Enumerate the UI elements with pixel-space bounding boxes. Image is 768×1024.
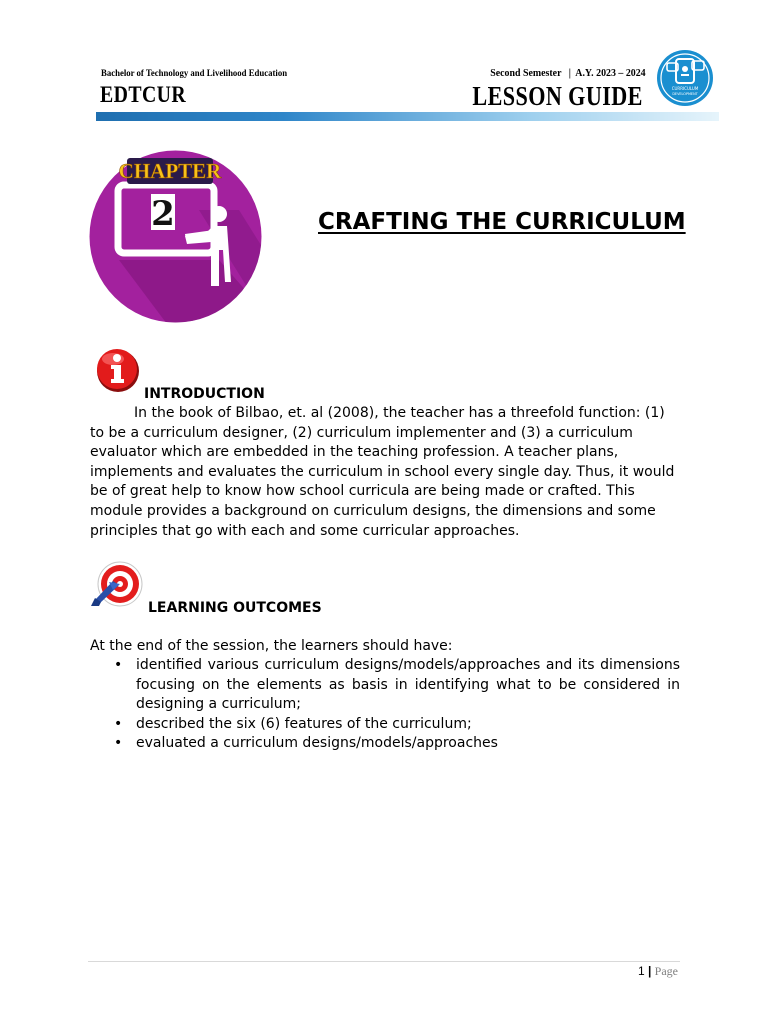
list-item-text: identified various curriculum designs/models/approaches and its dimensions focusing on the elements as basis in identifying what to be considered in designing a curriculum; <box>136 657 680 713</box>
page-label: Page <box>654 964 678 978</box>
chapter-badge-icon <box>89 150 262 323</box>
introduction-body: In the book of Bilbao, et. al (2008), the teacher has a threefold function: (1) to be a curriculum designer, (2) curriculum implementer and (3) a curriculum evaluator which are embedded in the teaching profession. A teacher plans, implements and evaluates the curriculum in school every single day. Thus, it would be of great help to know how school curricula are being made or crafted. This module provides a background on curriculum designs, the dimensions and some principles that go with each and some curricular approaches. <box>90 405 675 539</box>
list-item <box>90 656 680 715</box>
bullet-icon: • <box>114 735 123 752</box>
footer-separator: | <box>647 964 652 978</box>
list-item-text: described the six (6) features of the curriculum; <box>136 715 472 732</box>
logo-text-development: DEVELOPMENT <box>672 92 698 96</box>
doc-type: LESSON GUIDE <box>472 81 643 111</box>
page-footer <box>638 964 678 979</box>
chapter-number: 2 <box>151 194 175 234</box>
header-bar <box>96 112 719 121</box>
info-icon <box>95 347 141 393</box>
learning-outcomes-lead: At the end of the session, the learners should have: <box>90 638 453 654</box>
page-title: CRAFTING THE CURRICULUM <box>318 209 686 235</box>
chapter-badge-label: CHAPTER <box>118 159 222 183</box>
program-name: Bachelor of Technology and Livelihood Education <box>101 69 288 79</box>
list-item-text: evaluated a curriculum designs/models/approaches <box>136 735 498 752</box>
list-item <box>90 734 680 754</box>
footer-divider <box>88 961 680 962</box>
bullet-icon: • <box>114 715 123 732</box>
list-item <box>90 715 680 735</box>
curriculum-development-logo-icon <box>656 49 714 107</box>
introduction-heading: INTRODUCTION <box>144 386 265 402</box>
logo-text-curriculum: CURRICULUM <box>671 86 699 91</box>
learning-outcomes-list <box>90 656 680 754</box>
page-number: 1 <box>637 964 645 978</box>
course-code: EDTCUR <box>100 82 187 107</box>
term-label: Second Semester | A.Y. 2023 – 2024 <box>490 67 646 79</box>
learning-outcomes-heading: LEARNING OUTCOMES <box>148 600 322 616</box>
target-icon <box>91 560 145 610</box>
bullet-icon: • <box>114 657 123 673</box>
